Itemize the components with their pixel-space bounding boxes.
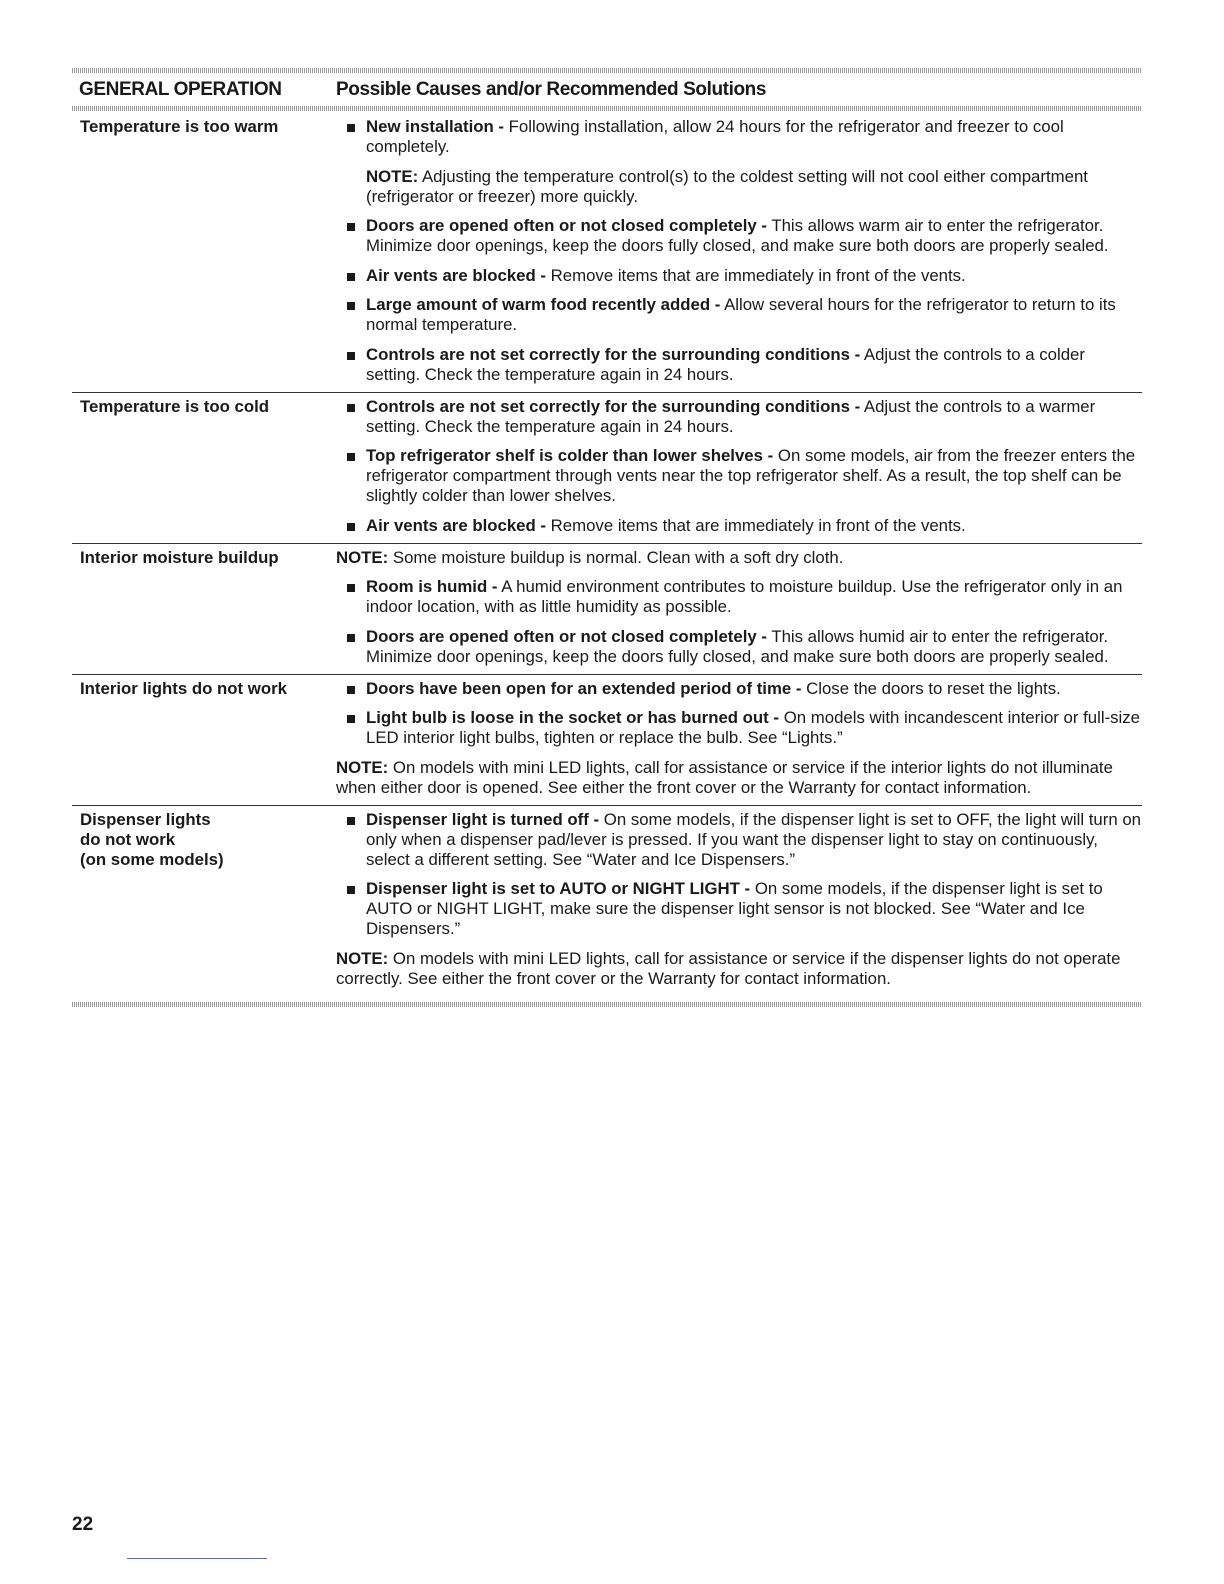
solution-text (366, 295, 1142, 335)
square-bullet-icon (336, 708, 366, 748)
solution-item (336, 117, 1142, 157)
condition-line: (on some models) (80, 849, 224, 869)
solution-cause: Light bulb is loose in the socket or has burned out - (366, 708, 780, 727)
solution-remedy: On models with incandescent interior or full-size LED interior light bulbs, tighten or replace the bulb. See “Lights.” (366, 708, 1140, 747)
solution-text (366, 216, 1142, 256)
page-number: 22 (72, 1514, 94, 1535)
solution-remedy: Close the doors to reset the lights. (806, 678, 1061, 698)
square-bullet-icon (336, 577, 366, 617)
solution-text (366, 446, 1142, 506)
square-bullet-icon (336, 397, 366, 437)
condition-label (72, 810, 336, 989)
solution-item (336, 446, 1142, 506)
solution-text (366, 397, 1142, 437)
table-row (72, 805, 1142, 996)
solution-item (336, 266, 1142, 286)
solution-item (336, 516, 1142, 536)
solution-remedy: Remove items that are immediately in front of the vents. (550, 515, 966, 535)
solution-remedy: Remove items that are immediately in front of the vents. (550, 265, 966, 285)
note (336, 949, 1142, 989)
solution-item (336, 216, 1142, 256)
square-bullet-icon (336, 879, 366, 939)
solution-item (336, 627, 1142, 667)
condition-label (72, 117, 336, 385)
solution-item (336, 295, 1142, 335)
note (336, 548, 1142, 568)
solution-remedy: Adjust the controls to a colder setting. Check the temperature again in 24 hours. (366, 344, 1085, 384)
solution-remedy: This allows humid air to enter the refrigerator. Minimize door openings, keep the doors fully closed, and make sure both doors are properly sealed. (366, 626, 1109, 666)
header-general-operation: GENERAL OPERATION (79, 78, 282, 100)
solution-text (366, 679, 1142, 699)
note-label: NOTE: (336, 547, 389, 567)
condition-line: Interior lights do not work (80, 678, 287, 698)
solution-text (366, 810, 1142, 870)
note-text: On models with mini LED lights, call for assistance or service if the dispenser lights do not operate correctly. See either the front cover or the Warranty for contact information. (336, 948, 1121, 988)
solutions-cell (336, 810, 1142, 989)
table-body (72, 111, 1142, 996)
solution-item (336, 397, 1142, 437)
solution-item (336, 679, 1142, 699)
square-bullet-icon (336, 216, 366, 256)
solution-remedy: On some models, if the dispenser light is set to OFF, the light will turn on only when a dispenser pad/lever is pressed. If you want the dispenser light to stay on continuously, select a different setting. See “Water and Ice Dispensers.” (366, 809, 1142, 869)
solution-remedy: Adjust the controls to a warmer setting. Check the temperature again in 24 hours. (366, 396, 1096, 436)
square-bullet-icon (336, 117, 366, 157)
solution-text (366, 627, 1142, 667)
note (336, 167, 1142, 207)
solution-remedy: On some models, air from the freezer enters the refrigerator compartment through vents near the top refrigerator shelf. As a result, the top shelf can be slightly colder than lower shelves. (366, 446, 1136, 505)
solution-text (366, 708, 1142, 748)
solution-cause: Air vents are blocked - (366, 265, 546, 285)
solution-cause: New installation - (366, 117, 504, 136)
square-bullet-icon (336, 679, 366, 699)
condition-line: Temperature is too warm (80, 117, 279, 136)
solution-text (366, 879, 1142, 939)
square-bullet-icon (336, 345, 366, 385)
note-text: Adjusting the temperature control(s) to the coldest setting will not cool either compartment (refrigerator or freezer) more quickly. (366, 166, 1088, 206)
square-bullet-icon (336, 516, 366, 536)
solution-text (366, 345, 1142, 385)
square-bullet-icon (336, 266, 366, 286)
note-label: NOTE: (336, 948, 389, 968)
solution-text (366, 516, 1142, 536)
header-possible-causes: Possible Causes and/or Recommended Solutions (336, 78, 767, 100)
condition-line: Temperature is too cold (80, 396, 269, 416)
condition-label (72, 679, 336, 798)
solutions-cell (336, 397, 1142, 536)
solution-cause: Dispenser light is turned off - (366, 809, 600, 829)
solution-cause: Controls are not set correctly for the surrounding conditions - (366, 396, 861, 416)
note-label: NOTE: (336, 757, 389, 777)
solution-text (366, 577, 1142, 617)
solution-item (336, 577, 1142, 617)
table-row (72, 543, 1142, 674)
square-bullet-icon (336, 446, 366, 506)
solution-cause: Doors have been open for an extended period of time - (366, 678, 802, 698)
solution-item (336, 879, 1142, 939)
bottom-hatched-rule (72, 1002, 1142, 1007)
solution-item (336, 345, 1142, 385)
solution-cause: Dispenser light is set to AUTO or NIGHT LIGHT - (366, 879, 751, 898)
condition-line: do not work (80, 829, 176, 849)
solution-remedy: A humid environment contributes to moisture buildup. Use the refrigerator only in an indoor location, with as little humidity as possible. (366, 577, 1123, 616)
solution-cause: Doors are opened often or not closed completely - (366, 626, 767, 646)
condition-line: Dispenser lights (80, 809, 211, 829)
footer-link-line (127, 1558, 267, 1559)
condition-line: Interior moisture buildup (80, 547, 279, 567)
solution-cause: Controls are not set correctly for the surrounding conditions - (366, 344, 861, 364)
square-bullet-icon (336, 810, 366, 870)
table-row (72, 674, 1142, 805)
note-text: On models with mini LED lights, call for assistance or service if the interior lights do not illuminate when either door is opened. See either the front cover or the Warranty for contact information. (336, 757, 1113, 797)
solution-remedy: On some models, if the dispenser light is set to AUTO or NIGHT LIGHT, make sure the dispenser light sensor is not blocked. See “Water and Ice Dispensers.” (366, 879, 1103, 938)
table-header (72, 73, 1142, 106)
solution-item (336, 708, 1142, 748)
note-label: NOTE: (366, 166, 419, 186)
table-row (72, 392, 1142, 543)
solutions-cell (336, 679, 1142, 798)
solution-cause: Large amount of warm food recently added - (366, 295, 721, 314)
solution-text (366, 266, 1142, 286)
condition-label (72, 397, 336, 536)
note-text: Some moisture buildup is normal. Clean with a soft dry cloth. (392, 547, 844, 567)
solution-remedy: Allow several hours for the refrigerator to return to its normal temperature. (366, 295, 1116, 334)
square-bullet-icon (336, 295, 366, 335)
condition-label (72, 548, 336, 667)
note (336, 758, 1142, 798)
solution-cause: Doors are opened often or not closed completely - (366, 216, 767, 235)
table-row (72, 111, 1142, 392)
square-bullet-icon (336, 627, 366, 667)
solution-remedy: This allows warm air to enter the refrigerator. Minimize door openings, keep the doors fully closed, and make sure both doors are properly sealed. (366, 216, 1109, 255)
troubleshooting-table (72, 68, 1142, 1007)
solution-cause: Air vents are blocked - (366, 515, 546, 535)
solution-item (336, 810, 1142, 870)
solution-cause: Top refrigerator shelf is colder than lower shelves - (366, 446, 774, 465)
solution-cause: Room is humid - (366, 577, 498, 596)
solution-remedy: Following installation, allow 24 hours for the refrigerator and freezer to cool completely. (366, 117, 1064, 156)
solutions-cell (336, 548, 1142, 667)
solution-text (366, 117, 1142, 157)
solutions-cell (336, 117, 1142, 385)
